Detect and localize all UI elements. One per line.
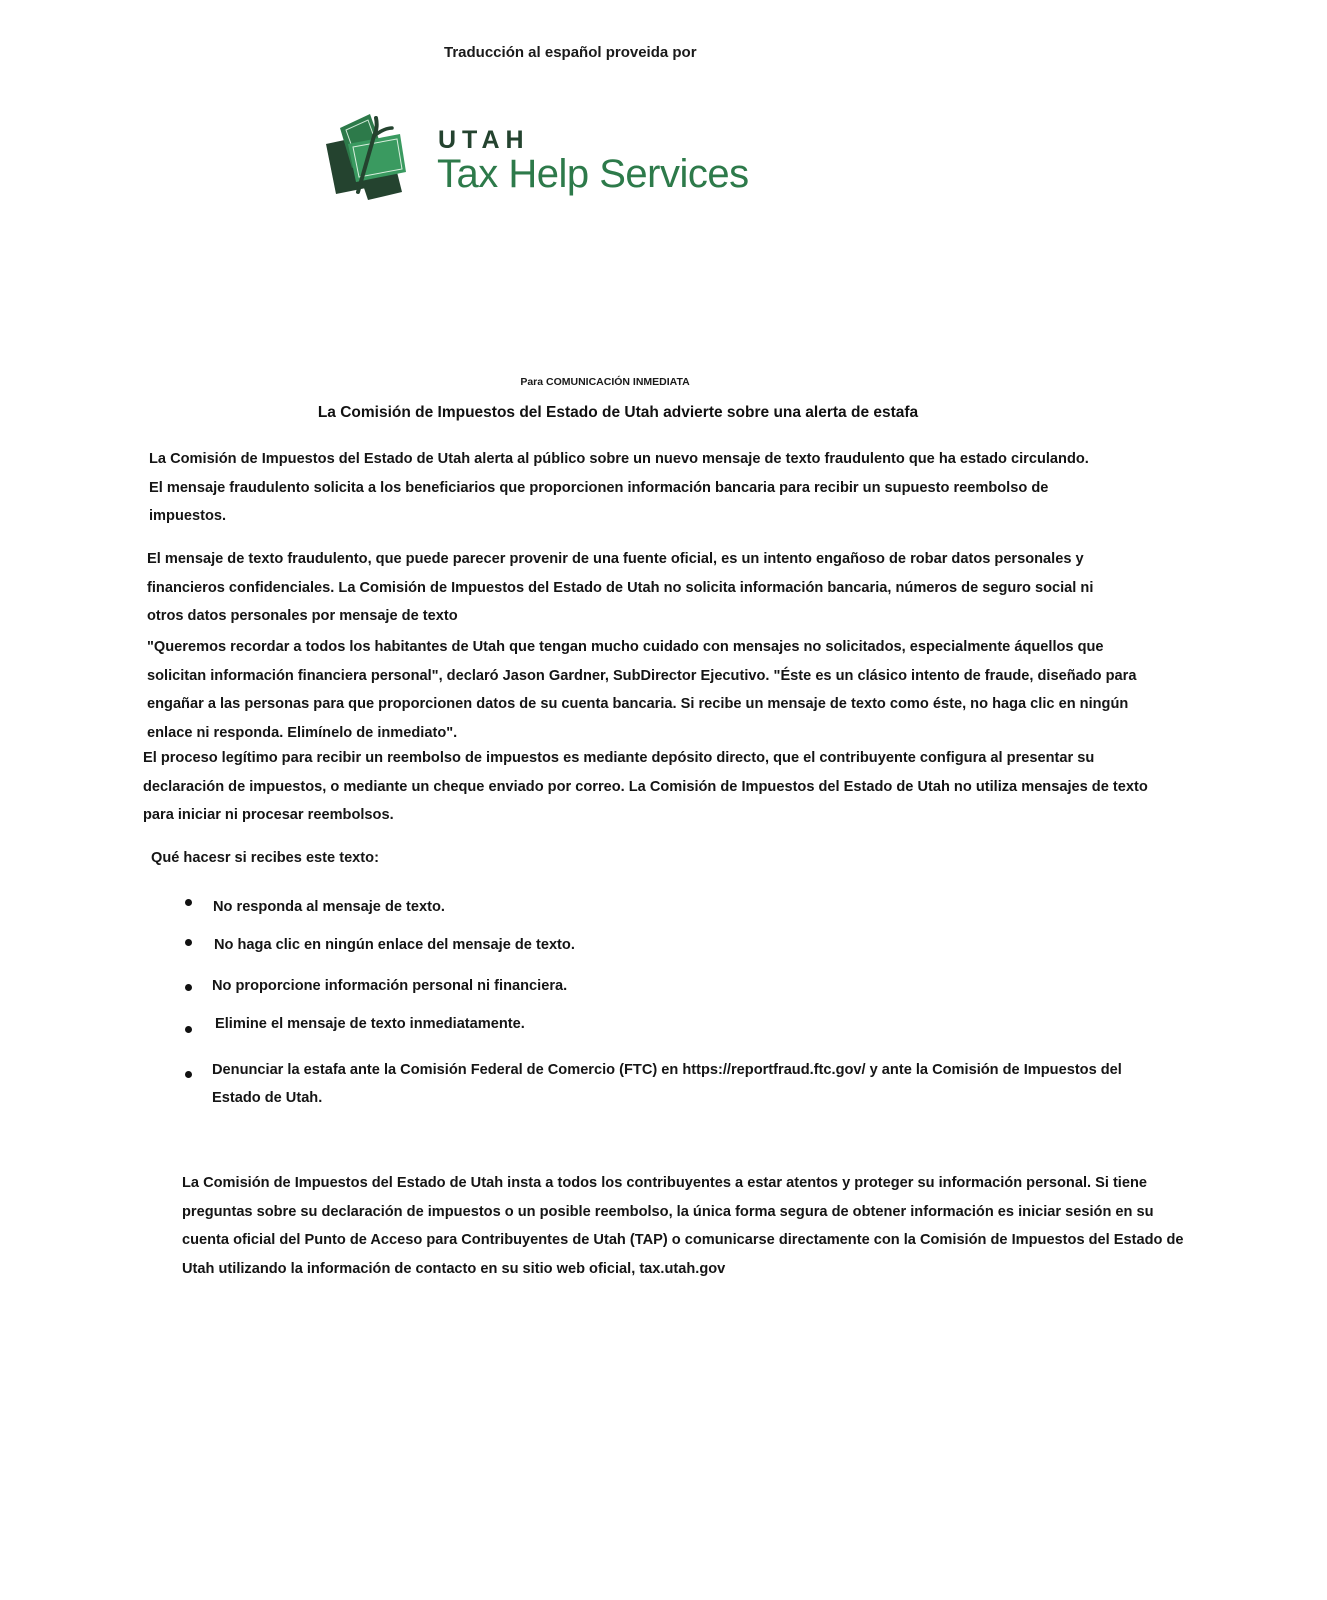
howto-heading: Qué hacesr si recibes este texto: <box>151 850 379 866</box>
bullet-icon <box>185 1026 192 1033</box>
tax-help-leaf-icon <box>326 114 410 200</box>
paragraph-quote: "Queremos recordar a todos los habitantes de Utah que tengan mucho cuidado con mensajes no solicitados, especialmente áquellos que solicitan información financiera personal", declaró Jason Gardner, SubDirector Ejecutivo. "Éste es un clásico intento de fraude, diseñado para engañar a las personas para que proporcionen datos de su cuenta bancaria. Si recibe un mensaje de texto como éste, no haga clic en ningún enlace ni responda. Elimínelo de inmediato". <box>147 639 1137 741</box>
release-kicker: Para COMUNICACIÓN INMEDIATA <box>520 376 690 388</box>
step-text: No haga clic en ningún enlace del mensaje de texto. <box>214 937 575 953</box>
step-text: Elimine el mensaje de texto inmediatamente. <box>215 1016 525 1032</box>
logo-utah-text: UTAH <box>438 126 530 154</box>
release-headline: La Comisión de Impuestos del Estado de Utah advierte sobre una alerta de estafa <box>317 404 919 421</box>
paragraph-fraud-description: El mensaje de texto fraudulento, que puede parecer provenir de una fuente oficial, es un intento engañoso de robar datos personales y financieros confidenciales. La Comisión de Impuestos del Estado de Utah no solicita información bancaria, números de seguro social ni otros datos personales por mensaje de texto <box>147 551 1094 624</box>
bullet-icon <box>185 1071 192 1078</box>
step-text: No proporcione información personal ni financiera. <box>212 978 568 994</box>
logo-brand-text: Tax Help Services <box>437 152 749 196</box>
paragraph-closing: La Comisión de Impuestos del Estado de Utah insta a todos los contribuyentes a estar atentos y proteger su información personal. Si tiene preguntas sobre su declaración de impuestos o un posible reembolso, la única forma segura de obtener información es iniciar sesión en su cuenta oficial del Punto de Acceso para Contribuyentes de Utah (TAP) o comunicarse directamente con la Comisión de Impuestos del Estado de Utah utilizando la información de contacto en su sitio web oficial, tax.utah.gov <box>182 1175 1184 1277</box>
step-text: Denunciar la estafa ante la Comisión Federal de Comercio (FTC) en https://reportfraud.ftc.gov/ y ante la Comisión de Impuestos del Estado de Utah. <box>212 1062 1122 1106</box>
bullet-icon <box>185 899 192 906</box>
step-text: No responda al mensaje de texto. <box>213 899 445 915</box>
bullet-icon <box>185 939 192 946</box>
paragraph-alert: La Comisión de Impuestos del Estado de Utah alerta al público sobre un nuevo mensaje de texto fraudulento que ha estado circulando. El mensaje fraudulento solicita a los beneficiarios que proporcionen información bancaria para recibir un supuesto reembolso de impuestos. <box>149 451 1089 524</box>
bullet-icon <box>185 984 192 991</box>
paragraph-legit-process: El proceso legítimo para recibir un reembolso de impuestos es mediante depósito directo, que el contribuyente configura al presentar su declaración de impuestos, o mediante un cheque enviado por correo. La Comisión de Impuestos del Estado de Utah no utiliza mensajes de texto para iniciar ni procesar reembolsos. <box>143 750 1148 823</box>
translation-credit: Traducción al español proveida por <box>444 44 697 61</box>
utah-tax-help-logo <box>326 114 776 204</box>
